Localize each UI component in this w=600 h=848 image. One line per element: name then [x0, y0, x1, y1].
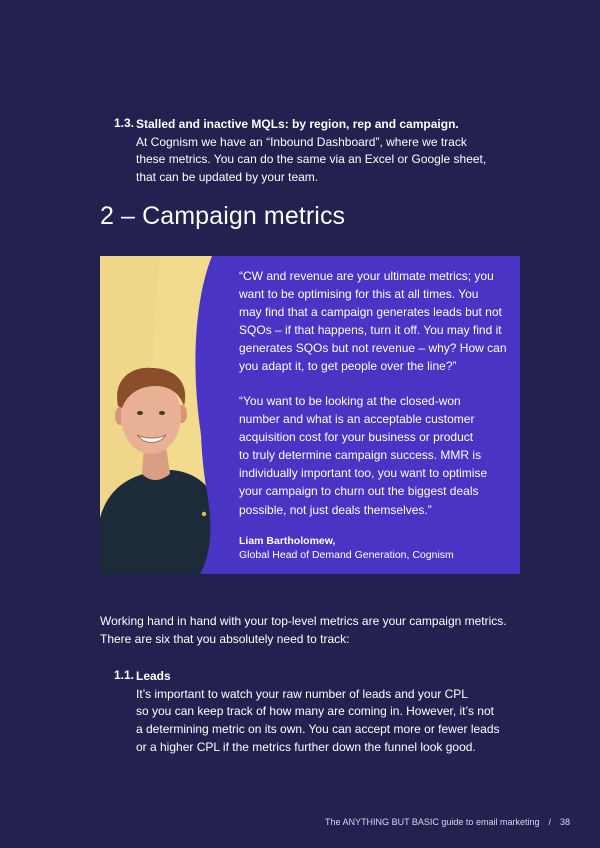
intro-paragraph: [100, 613, 540, 648]
quote-line: individually important too, you want to optimise: [239, 466, 488, 481]
item-number: 1.3.: [114, 116, 135, 130]
page-footer: [325, 817, 570, 827]
quote-line: “CW and revenue are your ultimate metrics; you: [239, 269, 494, 283]
item-text-line: It’s important to watch your raw number of leads and your CPL: [136, 686, 468, 701]
quote-line: you adapt it, to get people over the line?”: [239, 359, 457, 374]
item-title: Stalled and inactive MQLs: by region, rep and campaign.: [136, 117, 459, 131]
item-number: 1.1.: [114, 668, 135, 682]
quote-line: possible, not just deals themselves.”: [239, 502, 432, 517]
guide-title: The ANYTHING BUT BASIC guide to email marketing: [325, 817, 540, 827]
item-title: Leads: [136, 669, 171, 683]
item-text-line: a determining metric on its own. You can accept more or fewer leads: [136, 722, 500, 737]
quote-paragraph-2: [239, 392, 511, 519]
quote-paragraph-1: [239, 267, 511, 376]
quote-line: your campaign to churn out the biggest deals: [239, 484, 479, 499]
quote-author-role: Global Head of Demand Generation, Cognism: [239, 549, 454, 561]
intro-line: Working hand in hand with your top-level metrics are your campaign metrics.: [100, 614, 507, 628]
quote-author-name: Liam Bartholomew,: [239, 535, 336, 547]
section-heading: 2 – Campaign metrics: [100, 202, 346, 230]
item-text-line: or a higher CPL if the metrics further down the funnel look good.: [136, 739, 476, 754]
item-text-line: so you can keep track of how many are coming in. However, it’s not: [136, 704, 494, 719]
quote-line: to truly determine campaign success. MMR is: [239, 448, 482, 463]
quote-line: may find that a campaign generates leads but not: [239, 305, 502, 320]
item-text-line: these metrics. You can do the same via an Excel or Google sheet,: [136, 152, 487, 167]
quote-line: number and what is an acceptable customer: [239, 412, 475, 427]
item-text-line: that can be updated by your team.: [136, 170, 319, 185]
quote-line: “You want to be looking at the closed-won: [239, 394, 461, 408]
quote-line: generates SQOs but not revenue – why? How can: [239, 341, 507, 356]
footer-separator: /: [548, 817, 551, 827]
page-number: 38: [559, 817, 570, 827]
quote-line: SQOs – if that happens, turn it off. You may find it: [239, 323, 502, 338]
item-text-line: At Cognism we have an “Inbound Dashboard”, where we track: [136, 134, 467, 149]
intro-line: There are six that you absolutely need to track:: [100, 631, 350, 646]
quote-line: want to be optimising for this at all times. You: [239, 287, 479, 302]
quote-box: [100, 256, 520, 574]
quote-line: acquisition cost for your business or product: [239, 430, 474, 445]
